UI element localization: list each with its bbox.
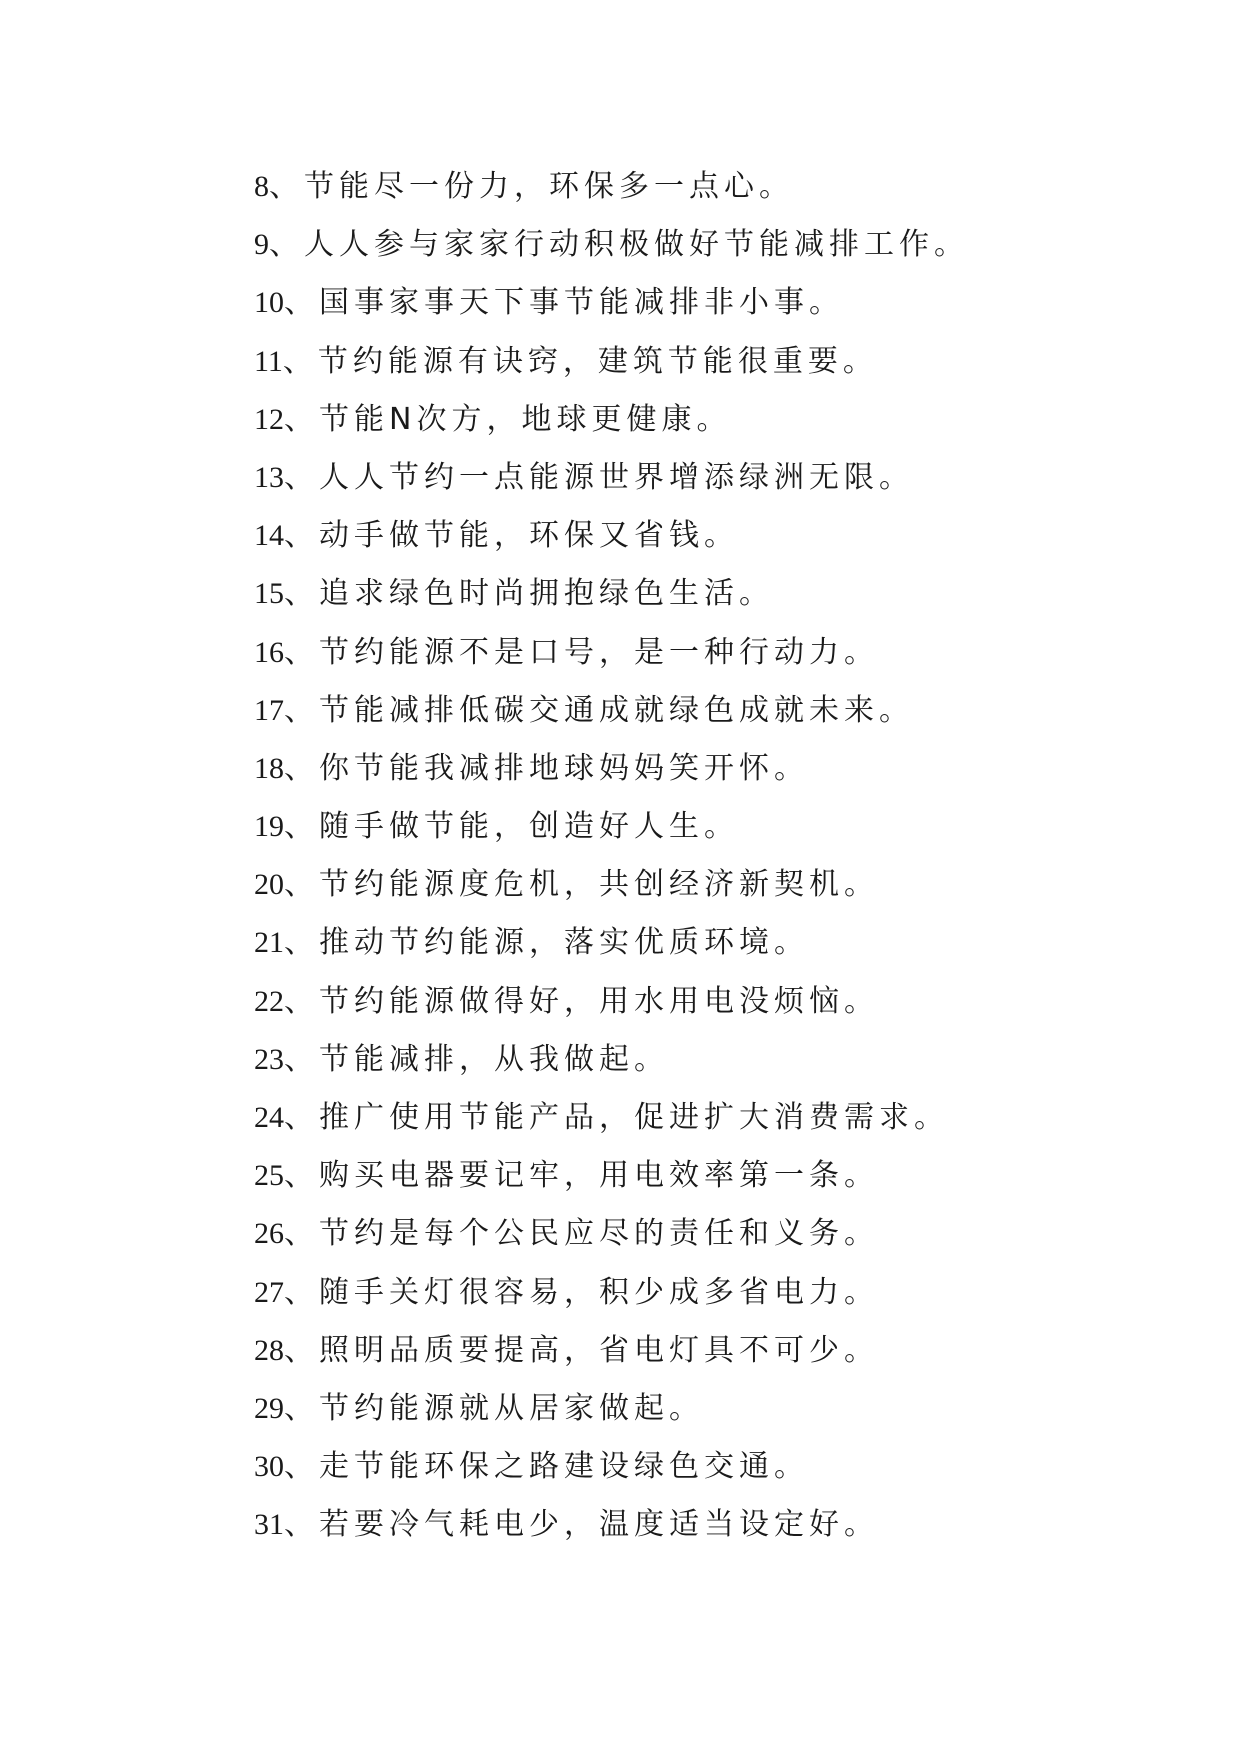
item-number: 18	[254, 751, 284, 785]
item-text: 、节能尽一份力，环保多一点心。	[269, 169, 794, 204]
item-number: 28	[254, 1333, 284, 1367]
list-item	[254, 274, 1154, 332]
item-number: 22	[254, 984, 284, 1018]
list-item	[254, 914, 1154, 972]
item-text: 、推动节约能源，落实优质环境。	[284, 925, 809, 961]
item-text: 、节约能源度危机，共创经济新契机。	[284, 867, 879, 903]
item-text: 、人人参与家家行动积极做好节能减排工作。	[269, 227, 969, 263]
list-item	[254, 1147, 1154, 1205]
list-item	[254, 624, 1154, 682]
item-number: 11	[254, 344, 283, 378]
item-number: 24	[254, 1101, 284, 1134]
item-text: 、节约能源不是口号，是一种行动力。	[284, 634, 879, 670]
item-number: 23	[254, 1042, 284, 1076]
list-item	[254, 973, 1154, 1031]
item-number: 12	[254, 402, 284, 436]
item-number: 15	[254, 577, 284, 611]
item-number: 21	[254, 926, 284, 960]
item-text: 、节能减排，从我做起。	[284, 1041, 669, 1077]
item-text: 、推广使用节能产品，促进扩大消费需求。	[284, 1100, 949, 1135]
list-item	[254, 158, 1154, 216]
item-number: 26	[254, 1217, 284, 1251]
list-item	[254, 449, 1154, 507]
item-number: 19	[254, 810, 284, 844]
item-number: 9	[254, 228, 269, 262]
item-number: 31	[254, 1508, 284, 1542]
item-number: 10	[254, 286, 284, 320]
list-item	[254, 565, 1154, 623]
list-item	[254, 1089, 1154, 1147]
item-number: 8	[254, 170, 269, 203]
item-text: 、追求绿色时尚拥抱绿色生活。	[284, 576, 774, 612]
item-text: 、节约能源就从居家做起。	[284, 1390, 704, 1426]
list-item	[254, 740, 1154, 798]
list-item	[254, 333, 1154, 391]
list-item	[254, 1322, 1154, 1380]
item-text: 、你节能我减排地球妈妈笑开怀。	[284, 750, 809, 786]
item-text: 、节约能源做得好，用水用电没烦恼。	[284, 983, 879, 1019]
item-number: 17	[254, 693, 284, 727]
item-number: 13	[254, 460, 284, 494]
item-text: 、节约能源有诀窍，建筑节能很重要。	[282, 343, 878, 379]
item-text: 、节能减排低碳交通成就绿色成就未来。	[284, 692, 914, 728]
item-text: 、照明品质要提高，省电灯具不可少。	[284, 1332, 879, 1368]
item-text: 、动手做节能，环保又省钱。	[284, 518, 739, 554]
item-text: 、随手关灯很容易，积少成多省电力。	[284, 1274, 879, 1310]
item-number: 16	[254, 635, 284, 669]
item-number: 14	[254, 519, 284, 553]
item-text: 、节约是每个公民应尽的责任和义务。	[284, 1216, 879, 1252]
list-item	[254, 216, 1154, 274]
item-text: 、国事家事天下事节能减排非小事。	[284, 285, 844, 321]
item-number: 29	[254, 1391, 284, 1425]
list-item	[254, 798, 1154, 856]
item-text: 、人人节约一点能源世界增添绿洲无限。	[284, 459, 914, 495]
item-text: 、购买电器要记牢，用电效率第一条。	[284, 1158, 879, 1194]
slogan-list	[254, 158, 1154, 1555]
list-item	[254, 1031, 1154, 1089]
list-item	[254, 1496, 1154, 1554]
item-number: 25	[254, 1159, 284, 1193]
item-text: 、若要冷气耗电少，温度适当设定好。	[284, 1507, 879, 1543]
list-item	[254, 1380, 1154, 1438]
list-item	[254, 1438, 1154, 1496]
list-item	[254, 856, 1154, 914]
item-text: 、节能N次方，地球更健康。	[284, 401, 732, 437]
list-item	[254, 1205, 1154, 1263]
list-item	[254, 1264, 1154, 1322]
item-number: 20	[254, 868, 284, 902]
item-text: 、随手做节能，创造好人生。	[284, 809, 739, 845]
item-text: 、走节能环保之路建设绿色交通。	[284, 1449, 809, 1485]
item-number: 30	[254, 1450, 284, 1484]
list-item	[254, 391, 1154, 449]
item-number: 27	[254, 1275, 284, 1309]
list-item	[254, 682, 1154, 740]
list-item	[254, 507, 1154, 565]
